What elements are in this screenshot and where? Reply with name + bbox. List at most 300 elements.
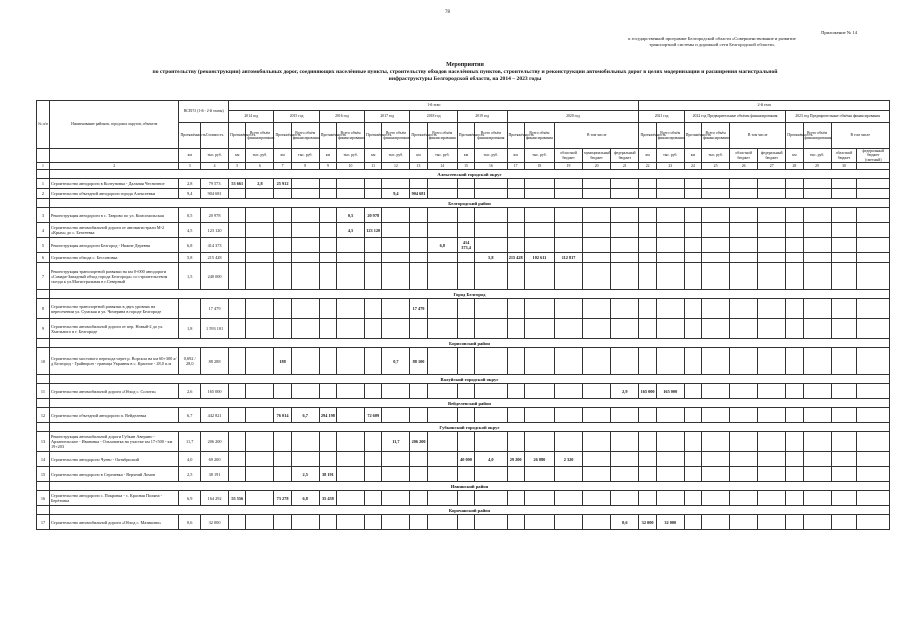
value-cell	[427, 432, 457, 452]
table-row	[37, 384, 890, 399]
col-length: Протяжённость	[684, 123, 701, 149]
value-cell	[857, 452, 890, 467]
column-number: 24	[684, 163, 701, 170]
value-cell	[457, 319, 474, 339]
value-cell	[427, 189, 457, 199]
column-number: 22	[639, 163, 656, 170]
value-cell	[524, 179, 554, 189]
object-name: Строительство автомобильной дороги «Обход с. Солоти»	[49, 384, 179, 399]
table-row	[37, 319, 890, 339]
table-row	[37, 179, 890, 189]
column-number: 26	[730, 163, 758, 170]
value-cell	[831, 238, 857, 253]
value-cell	[475, 223, 507, 238]
value-cell	[702, 467, 730, 482]
value-cell	[319, 223, 336, 238]
value-cell	[507, 299, 524, 319]
value-cell	[319, 348, 336, 375]
value-cell	[274, 189, 291, 199]
col-name: Наименование районов, городских округов, объектов	[49, 101, 179, 149]
value-cell	[656, 263, 684, 290]
value-cell	[803, 467, 831, 482]
value-cell	[555, 189, 583, 199]
total-length: 0,5	[179, 208, 201, 223]
column-number: 14	[427, 163, 457, 170]
value-cell	[611, 467, 639, 482]
section-title: Борисовский район	[49, 339, 889, 348]
value-cell	[410, 223, 427, 238]
value-cell	[639, 348, 656, 375]
value-cell	[611, 223, 639, 238]
value-cell	[730, 263, 758, 290]
value-cell	[427, 452, 457, 467]
value-cell	[382, 208, 410, 223]
value-cell: 2,8	[246, 179, 274, 189]
value-cell	[319, 238, 336, 253]
value-cell	[702, 319, 730, 339]
total-length	[179, 299, 201, 319]
value-cell	[229, 515, 246, 530]
unit-km: км	[684, 149, 701, 163]
value-cell	[410, 467, 427, 482]
object-name: Строительство автодороги в Сергиевка - Верхний Ломов	[49, 467, 179, 482]
value-cell	[803, 319, 831, 339]
object-name: Строительство автомобильной дороги «Обход с. Мазикино»	[49, 515, 179, 530]
value-cell	[611, 491, 639, 506]
value-cell	[684, 408, 701, 423]
year-2015: 2015 год	[274, 111, 319, 123]
table-row	[37, 515, 890, 530]
value-cell	[524, 263, 554, 290]
value-cell	[229, 452, 246, 467]
row-number: 8	[37, 299, 50, 319]
value-cell	[803, 238, 831, 253]
value-cell	[857, 432, 890, 452]
total-length: 5,8	[179, 253, 201, 263]
table-header	[37, 101, 890, 170]
value-cell	[246, 408, 274, 423]
appendix-line: к государственной программе Белгородской области «Совершенствование и развитие	[628, 36, 796, 41]
column-number: 18	[524, 163, 554, 170]
value-cell	[246, 348, 274, 375]
value-cell	[246, 467, 274, 482]
value-cell	[382, 452, 410, 467]
section-title: Алексеевский городской округ	[49, 170, 889, 179]
table-row	[37, 408, 890, 423]
value-cell	[457, 384, 474, 399]
column-number: 19	[555, 163, 583, 170]
value-cell	[702, 384, 730, 399]
year-2020: 2020 год	[507, 111, 639, 123]
object-name: Строительство транспортной развязки в двух уровнях на пересечении ул. Сумская и ул. Чичерина в городе Белгороде	[49, 299, 179, 319]
value-cell	[457, 253, 474, 263]
value-cell	[365, 384, 382, 399]
total-cost: 1 593 101	[201, 319, 229, 339]
unit-fed: федеральный бюджет	[611, 149, 639, 163]
col-length: Протяжённость	[179, 123, 201, 149]
total-length: 0,6	[179, 515, 201, 530]
value-cell	[656, 223, 684, 238]
value-cell	[684, 299, 701, 319]
value-cell	[831, 384, 857, 399]
value-cell	[583, 299, 611, 319]
value-cell	[639, 189, 656, 199]
value-cell	[730, 179, 758, 189]
value-cell	[524, 467, 554, 482]
section-row	[37, 399, 890, 408]
value-cell	[702, 432, 730, 452]
value-cell	[229, 348, 246, 375]
value-cell	[803, 452, 831, 467]
value-cell	[639, 319, 656, 339]
value-cell: 2,5	[291, 467, 319, 482]
value-cell	[758, 263, 786, 290]
col-financing: Всего объём финансирования	[337, 123, 365, 149]
column-number: 8	[291, 163, 319, 170]
value-cell	[702, 452, 730, 467]
value-cell	[524, 299, 554, 319]
value-cell: 0,5	[337, 208, 365, 223]
value-cell	[507, 348, 524, 375]
value-cell	[555, 491, 583, 506]
value-cell	[246, 208, 274, 223]
value-cell	[857, 179, 890, 189]
total-length: 4,0	[179, 452, 201, 467]
table-row	[37, 299, 890, 319]
value-cell: 72 609	[365, 408, 382, 423]
value-cell	[611, 452, 639, 467]
table-row	[37, 223, 890, 238]
stage-1-header: 1-й этап	[229, 101, 639, 111]
row-number: 10	[37, 348, 50, 375]
value-cell	[831, 491, 857, 506]
value-cell	[427, 467, 457, 482]
column-number: 10	[337, 163, 365, 170]
value-cell: 165 000	[656, 384, 684, 399]
col-length: Протяжённость	[319, 123, 336, 149]
object-name: Строительство автомобильной дороги от пер. Новый-2 до ул. Хмельного в г. Белгороде	[49, 319, 179, 339]
value-cell	[786, 432, 803, 452]
appendix-number: Приложение № 14	[821, 30, 857, 35]
value-cell	[702, 299, 730, 319]
value-cell	[229, 253, 246, 263]
col-financing: Всего объём финансирования	[382, 123, 410, 149]
value-cell	[291, 384, 319, 399]
value-cell: 76 014	[274, 408, 291, 423]
table-row	[37, 238, 890, 253]
value-cell	[457, 179, 474, 189]
value-cell	[730, 319, 758, 339]
total-length: 2,6	[179, 384, 201, 399]
col-financing: Всего объём финансирования	[246, 123, 274, 149]
total-length: 1,8	[179, 319, 201, 339]
section-spacer	[37, 375, 50, 384]
object-name: Строительство автодороги в Колтуновка - Дальняя Чесночное	[49, 179, 179, 189]
col-cost: Стоимость	[201, 123, 229, 149]
value-cell: 55 556	[229, 491, 246, 506]
value-cell	[758, 238, 786, 253]
value-cell	[507, 319, 524, 339]
unit-obl: областной бюджет	[831, 149, 857, 163]
row-number: 17	[37, 515, 50, 530]
value-cell	[410, 208, 427, 223]
value-cell	[786, 263, 803, 290]
value-cell	[857, 263, 890, 290]
total-cost: 88 288	[201, 348, 229, 375]
section-spacer	[37, 339, 50, 348]
col-financing: Всего объём финансирования	[702, 123, 730, 149]
unit-rub: тыс. руб.	[475, 149, 507, 163]
value-cell	[730, 299, 758, 319]
column-number: 25	[702, 163, 730, 170]
value-cell	[803, 208, 831, 223]
col-financing: Всего объём финансирования	[656, 123, 684, 149]
total-cost: 20 978	[201, 208, 229, 223]
value-cell	[831, 515, 857, 530]
value-cell	[831, 263, 857, 290]
value-cell: 6,8	[427, 238, 457, 253]
value-cell	[229, 263, 246, 290]
unit-rub: тыс. руб.	[656, 149, 684, 163]
value-cell	[246, 384, 274, 399]
section-row	[37, 423, 890, 432]
total-cost: 206 200	[201, 432, 229, 452]
value-cell	[382, 299, 410, 319]
year-2017: 2017 год	[365, 111, 410, 123]
column-number: 16	[475, 163, 507, 170]
value-cell	[555, 467, 583, 482]
unit-rub: тыс. руб.	[427, 149, 457, 163]
value-cell	[831, 299, 857, 319]
value-cell	[410, 408, 427, 423]
value-cell	[803, 348, 831, 375]
value-cell	[274, 253, 291, 263]
object-name: Строительство объездной автодороги города Алексеевки	[49, 189, 179, 199]
column-number: 12	[382, 163, 410, 170]
value-cell	[831, 452, 857, 467]
value-cell	[337, 467, 365, 482]
value-cell	[246, 263, 274, 290]
total-cost: 165 000	[201, 384, 229, 399]
value-cell	[702, 223, 730, 238]
section-spacer	[37, 290, 50, 299]
value-cell	[475, 319, 507, 339]
row-number: 3	[37, 208, 50, 223]
value-cell	[857, 348, 890, 375]
value-cell	[857, 467, 890, 482]
value-cell	[524, 408, 554, 423]
value-cell	[274, 238, 291, 253]
value-cell	[410, 179, 427, 189]
row-number: 12	[37, 408, 50, 423]
value-cell	[427, 208, 457, 223]
value-cell	[684, 491, 701, 506]
value-cell	[555, 408, 583, 423]
unit-km: км	[639, 149, 656, 163]
row-number: 7	[37, 263, 50, 290]
value-cell	[611, 299, 639, 319]
value-cell	[410, 238, 427, 253]
value-cell	[639, 263, 656, 290]
value-cell	[246, 491, 274, 506]
value-cell	[475, 179, 507, 189]
value-cell	[475, 348, 507, 375]
value-cell: 102 611	[524, 253, 554, 263]
value-cell: 26 880	[524, 452, 554, 467]
value-cell: 188	[274, 348, 291, 375]
value-cell	[730, 432, 758, 452]
value-cell: 294 198	[319, 408, 336, 423]
value-cell	[246, 189, 274, 199]
value-cell	[291, 238, 319, 253]
table-row	[37, 208, 890, 223]
value-cell	[684, 223, 701, 238]
unit-fed: федеральный бюджет	[758, 149, 786, 163]
unit-km: км	[365, 149, 382, 163]
value-cell	[786, 515, 803, 530]
value-cell	[365, 348, 382, 375]
col-in-that: В том числе	[555, 123, 639, 149]
value-cell	[831, 319, 857, 339]
value-cell	[730, 348, 758, 375]
value-cell	[524, 238, 554, 253]
value-cell	[524, 384, 554, 399]
value-cell	[319, 319, 336, 339]
row-number: 5	[37, 238, 50, 253]
value-cell	[337, 348, 365, 375]
value-cell	[475, 515, 507, 530]
column-number: 1	[37, 163, 50, 170]
object-name: Строительство обхода с. Бессоновка	[49, 253, 179, 263]
total-cost: 69 200	[201, 452, 229, 467]
value-cell	[583, 467, 611, 482]
value-cell	[684, 384, 701, 399]
unit-km: км	[319, 149, 336, 163]
value-cell	[524, 223, 554, 238]
unit-rub: тыс. руб.	[291, 149, 319, 163]
value-cell: 112 817	[555, 253, 583, 263]
section-row	[37, 506, 890, 515]
total-length: 6,9	[179, 491, 201, 506]
value-cell	[730, 253, 758, 263]
object-name: Строительство автомобильной дороги от автомагистрали М-2 «Крым» до с. Бехтеевка	[49, 223, 179, 238]
value-cell	[555, 208, 583, 223]
value-cell	[758, 408, 786, 423]
value-cell	[274, 452, 291, 467]
value-cell	[319, 253, 336, 263]
value-cell	[365, 263, 382, 290]
value-cell	[382, 238, 410, 253]
column-number: 29	[803, 163, 831, 170]
value-cell	[524, 189, 554, 199]
value-cell	[382, 263, 410, 290]
value-cell	[656, 238, 684, 253]
value-cell	[639, 238, 656, 253]
value-cell	[702, 408, 730, 423]
total-length: 6,8	[179, 238, 201, 253]
total-length: 6,7	[179, 408, 201, 423]
value-cell	[319, 208, 336, 223]
section-title: Валуйский городской округ	[49, 375, 889, 384]
value-cell	[639, 467, 656, 482]
column-number: 27	[758, 163, 786, 170]
value-cell	[758, 319, 786, 339]
column-number: 5	[229, 163, 246, 170]
value-cell	[475, 208, 507, 223]
value-cell	[337, 253, 365, 263]
value-cell: 4,5	[337, 223, 365, 238]
value-cell	[730, 408, 758, 423]
table-row	[37, 452, 890, 467]
stage-2-header: 2-й этап	[639, 101, 890, 111]
value-cell	[656, 432, 684, 452]
row-number: 14	[37, 452, 50, 467]
section-title: Губкинский городской округ	[49, 423, 889, 432]
value-cell	[583, 384, 611, 399]
value-cell	[857, 208, 890, 223]
value-cell	[758, 515, 786, 530]
value-cell	[337, 179, 365, 189]
section-title: Корочанский район	[49, 506, 889, 515]
value-cell	[758, 223, 786, 238]
total-cost: 164 292	[201, 491, 229, 506]
value-cell	[702, 208, 730, 223]
value-cell: 2,9	[611, 384, 639, 399]
value-cell	[786, 299, 803, 319]
value-cell	[656, 319, 684, 339]
value-cell	[555, 223, 583, 238]
value-cell: 2 320	[555, 452, 583, 467]
column-number: 21	[611, 163, 639, 170]
value-cell	[758, 452, 786, 467]
value-cell	[365, 432, 382, 452]
value-cell	[611, 208, 639, 223]
value-cell	[730, 491, 758, 506]
value-cell	[427, 299, 457, 319]
value-cell: 35 458	[319, 491, 336, 506]
value-cell	[410, 491, 427, 506]
value-cell	[758, 179, 786, 189]
unit-km: км	[179, 149, 201, 163]
year-2023: 2023 год Предварительные объёмы финансирования	[786, 111, 890, 123]
value-cell	[507, 384, 524, 399]
col-length: Протяжённость	[410, 123, 427, 149]
value-cell	[702, 491, 730, 506]
row-number: 4	[37, 223, 50, 238]
col-length: Протяжённость	[274, 123, 291, 149]
row-number: 11	[37, 384, 50, 399]
total-cost: 904 681	[201, 189, 229, 199]
value-cell: 32 000	[639, 515, 656, 530]
unit-rub: тыс. руб.	[337, 149, 365, 163]
value-cell	[291, 253, 319, 263]
value-cell: 215 428	[507, 253, 524, 263]
unit-rub: тыс. руб.	[201, 149, 229, 163]
value-cell	[274, 319, 291, 339]
value-cell	[786, 319, 803, 339]
col-length: Протяжённость	[786, 123, 803, 149]
value-cell	[291, 223, 319, 238]
value-cell	[524, 208, 554, 223]
value-cell: 0,7	[382, 348, 410, 375]
value-cell	[246, 452, 274, 467]
row-number: 15	[37, 467, 50, 482]
value-cell	[730, 223, 758, 238]
value-cell	[291, 319, 319, 339]
value-cell	[639, 299, 656, 319]
value-cell	[475, 263, 507, 290]
value-cell	[291, 179, 319, 189]
